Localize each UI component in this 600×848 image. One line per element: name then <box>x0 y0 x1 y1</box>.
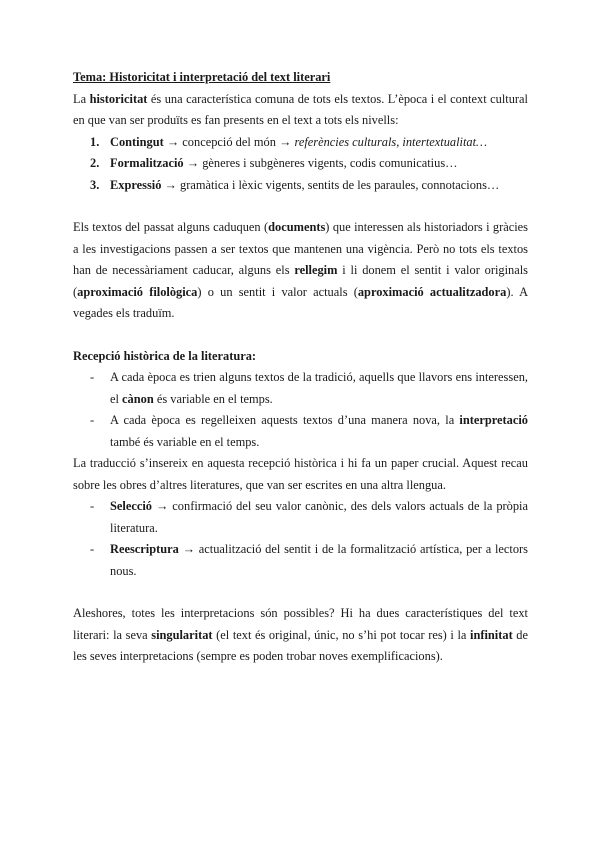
text-run: ). A vegades els traduïm. <box>73 284 529 320</box>
text-run: → actualització del sentit i de la formalització artística, per a lectors nous. <box>110 542 528 578</box>
term-canon: cànon <box>122 391 154 406</box>
documents-paragraph <box>73 217 528 325</box>
translation-paragraph: La traducció s’insereix en aquesta recepció històrica i hi fa un paper crucial. Aquest recau sobre les obres d’altres literatures, que van ser escrites en una altra llengua. <box>73 456 528 492</box>
item-text: → gèneres i subgèneres vigents, codis comunicatius… <box>183 156 458 170</box>
spacer <box>73 325 528 346</box>
translation-list <box>73 496 528 582</box>
text-run: A cada època es regelleixen aquests textos d’una manera nova, la <box>110 413 460 427</box>
term-aproximacio-actualitzadora: aproximació actualitzadora <box>357 284 507 299</box>
item-text: → concepció del món → <box>163 134 295 149</box>
list-item <box>73 496 528 539</box>
document-body <box>73 67 528 668</box>
text-run: Els textos del passat alguns caduquen ( <box>73 220 269 234</box>
item-italic: referències culturals, intertextualitat… <box>294 134 488 149</box>
term-interpretacio: interpretació <box>459 413 528 427</box>
list-item <box>73 410 528 453</box>
term-reescriptura: Reescriptura <box>110 542 179 556</box>
term-rellegim: rellegim <box>294 263 338 277</box>
item-term: Expressió <box>110 177 162 192</box>
spacer <box>73 582 528 603</box>
intro-paragraph <box>73 89 528 132</box>
reception-heading: Recepció històrica de la literatura: <box>73 348 257 363</box>
list-item <box>73 539 528 582</box>
dash-marker: - <box>90 413 95 427</box>
text-run: ) que interessen als historiadors i gràcies a les investigacions passen a ser textos que mantenen una vigència. Però no tots els textos han de necessàriament caducar, alguns els <box>73 220 528 277</box>
term-seleccio: Selecció <box>110 499 152 513</box>
text-run: de les seves interpretacions (sempre es poden trobar noves exemplificacions). <box>73 627 529 663</box>
item-number: 2. <box>90 156 100 170</box>
item-text: → gramàtica i lèxic vigents, sentits de les paraules, connotacions… <box>161 177 500 192</box>
item-term: Contingut <box>110 134 164 149</box>
closing-paragraph <box>73 603 528 668</box>
term-infinitat: infinitat <box>470 627 513 642</box>
intro-post: és una característica comuna de tots els textos. L’època i el context cultural en que van ser produïts es fan presents en el text a tots els nivells: <box>73 91 528 127</box>
dash-marker: - <box>90 542 95 556</box>
term-historicitat: historicitat <box>89 91 148 106</box>
item-term: Formalització <box>110 156 184 170</box>
text-run: → confirmació del seu valor canònic, des dels valors actuals de la pròpia literatura. <box>110 499 528 535</box>
dash-marker: - <box>90 370 95 384</box>
text-run: i li donem el sentit i valor originals ( <box>73 263 528 299</box>
term-singularitat: singularitat <box>151 627 213 642</box>
intro-pre: La <box>73 91 90 106</box>
term-aproximacio-filologica: aproximació filològica <box>77 284 198 299</box>
text-run: (el text és original, únic, no s’hi pot tocar res) i la <box>212 627 471 642</box>
text-run: ) o un sentit i valor actuals ( <box>197 284 358 299</box>
text-run: és variable en el temps. <box>153 391 273 406</box>
text-run: Aleshores, totes les interpretacions són possibles? Hi ha dues característiques del text literari: la seva <box>73 606 528 642</box>
list-item <box>73 153 528 175</box>
levels-list <box>73 132 528 197</box>
list-item <box>73 367 528 410</box>
item-number: 1. <box>90 134 100 149</box>
document-title: Tema: Historicitat i interpretació del text literari <box>73 70 331 84</box>
list-item <box>73 132 528 154</box>
reception-list <box>73 367 528 453</box>
list-item <box>73 175 528 197</box>
text-run: A cada època es trien alguns textos de la tradició, aquells que llavors ens interessen, el <box>110 370 528 406</box>
text-run: també és variable en el temps. <box>110 434 260 449</box>
term-documents: documents <box>268 220 326 234</box>
item-number: 3. <box>90 177 100 192</box>
spacer <box>73 196 528 217</box>
dash-marker: - <box>90 499 95 513</box>
